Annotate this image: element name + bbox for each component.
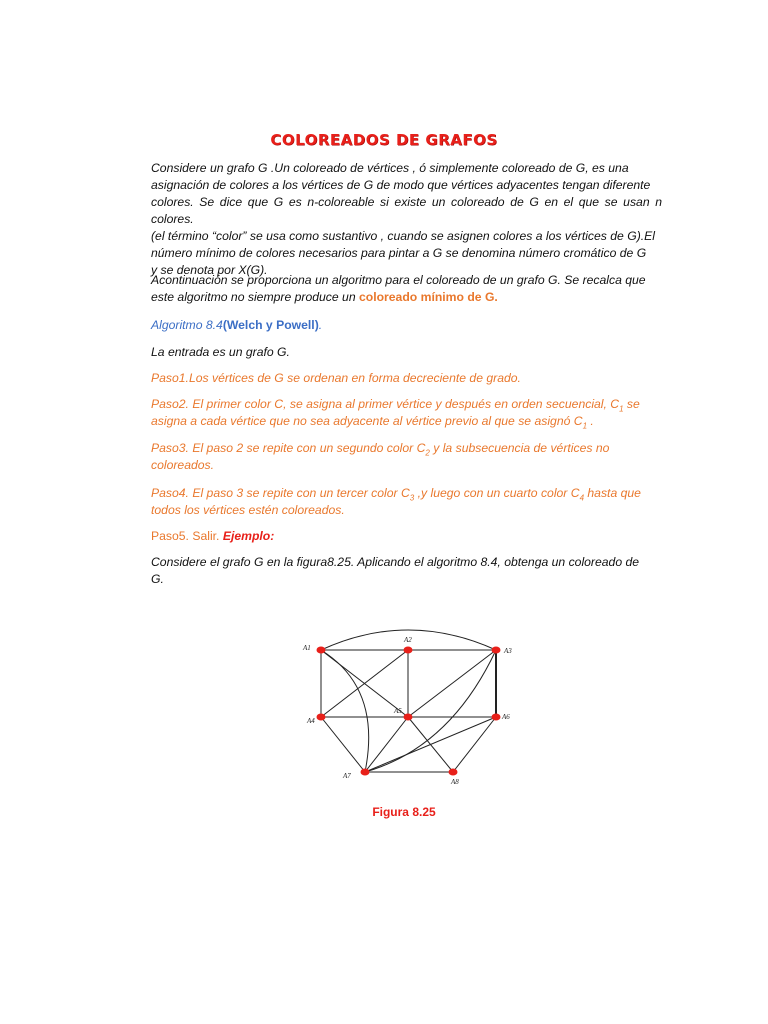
algorithm-heading [151,317,662,334]
graph-vertex-label-a4: A4 [307,717,315,725]
graph-vertex-label-a3: A3 [504,647,512,655]
graph-edge-a4-a7 [321,717,365,772]
graph-vertex-a3 [492,647,501,654]
example-label: Ejemplo: [222,529,275,543]
step-4-line: todos los vértices estén coloreados. [151,503,345,517]
example-paragraph [151,554,662,588]
figure-caption: Figura 8.25 [372,805,436,819]
graph-vertex-label-a5: A5 [394,707,402,715]
step-2-text-end: . [587,414,594,428]
intro-line: colores. Se dice que G es n-coloreable si existe un coloreado de G en el que se usan n colores. [151,195,662,226]
step-2-text: Paso2. El primer color C, se asigna al primer vértice y después en orden secuencial, C [151,397,620,411]
graph-vertex-a4 [317,714,326,721]
intro-line: número mínimo de colores necesarios para pintar a G se denomina número cromático de G [151,246,647,260]
input-text: La entrada es un grafo G. [151,345,290,359]
subscript: 2 [425,448,430,458]
graph-edge-a6-a8 [453,717,496,772]
graph-vertex-a1 [317,647,326,654]
intro-line: asignación de colores a los vértices de G de modo que vértices adyacentes tengan diferente [151,178,651,192]
graph-edge-a3-a5 [408,650,496,717]
algorithm-intro-line [151,289,662,306]
graph-vertex-a2 [404,647,413,654]
algorithm-intro-text: este algoritmo no siempre produce un [151,290,359,304]
step-2 [151,396,662,430]
step-3-line: coloreados. [151,458,215,472]
graph-vertex-a5 [404,714,413,721]
algorithm-intro-paragraph [151,272,662,306]
graph-edge-a5-a7 [365,717,408,772]
algorithm-suffix: . [318,318,323,332]
step-4-text: Paso4. El paso 3 se repite con un tercer color C [151,486,410,500]
page-title: COLOREADOS DE GRAFOS [270,131,498,149]
subscript: 3 [409,493,415,503]
step-2-line [151,413,662,430]
step-2-text-end: se [623,397,640,411]
step-1: Paso1.Los vértices de G se ordenan en forma decreciente de grado. [151,371,521,385]
graph-vertex-label-a1: A1 [303,644,311,652]
algorithm-intro-line: Acontinuación se proporciona un algoritmo para el coloreado de un grafo G. Se recalca que [151,273,646,287]
step-3-line [151,440,662,457]
subscript: 4 [579,493,585,503]
graph-figure [300,628,520,788]
intro-line: Considere un grafo G .Un coloreado de vértices , ó simplemente coloreado de G, es una [151,161,629,175]
minimal-coloring-highlight: coloreado mínimo de G. [358,290,498,304]
step-3 [151,440,662,474]
step-3-text-end: y la subsecuencia de vértices no [429,441,610,455]
subscript: 1 [582,421,588,431]
intro-line: y se denota por X(G). [151,263,268,277]
intro-paragraph [151,160,662,279]
step-4-text-mid: ,y luego con un cuarto color C [414,486,580,500]
intro-line: (el término “color” se usa como sustantivo , cuando se asignen colores a los vértices de G).El [151,229,655,243]
graph-vertex-a6 [492,714,501,721]
step-2-text: asigna a cada vértice que no sea adyacente al vértice previo al que se asignó C [151,414,583,428]
graph-vertex-a8 [449,769,458,776]
step-2-line [151,396,662,413]
graph-edge-a6-a7 [365,717,496,772]
graph-vertex-label-a2: A2 [404,636,412,644]
step-4 [151,485,662,519]
algorithm-authors: (Welch y Powell) [222,318,319,332]
graph-vertex-label-a6: A6 [502,713,510,721]
step-4-text-end: hasta que [584,486,641,500]
example-line: G. [151,572,164,586]
graph-vertex-label-a8: A8 [451,778,459,786]
step-5 [151,528,662,545]
example-line: Considere el grafo G en la figura8.25. Aplicando el algoritmo 8.4, obtenga un coloreado de [151,555,640,569]
algorithm-label: Algoritmo 8.4 [151,318,223,332]
graph-vertex-label-a7: A7 [343,772,351,780]
subscript: 1 [619,404,624,414]
step-4-line [151,485,662,502]
graph-vertex-a7 [361,769,370,776]
step-3-text: Paso3. El paso 2 se repite con un segundo color C [151,441,426,455]
step-5-text: Paso5. Salir. [151,529,223,543]
